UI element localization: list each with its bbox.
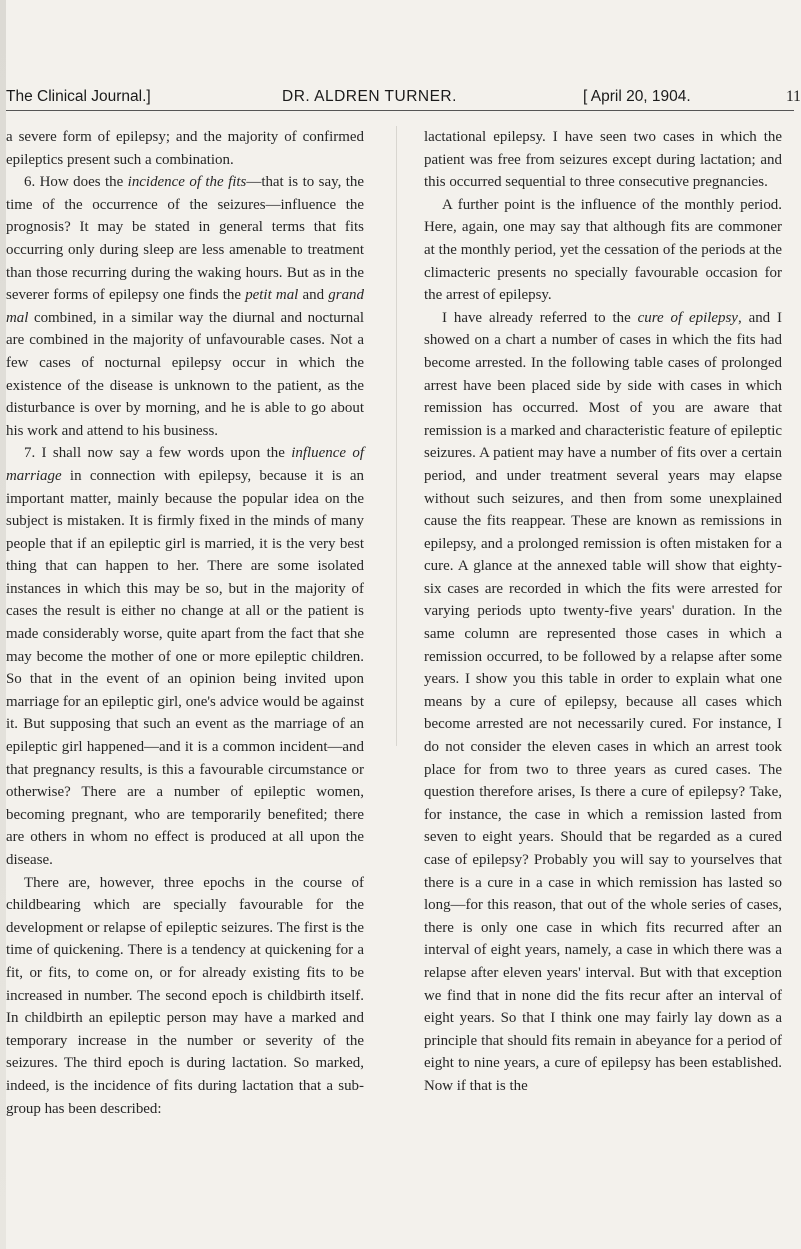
header-rule	[6, 110, 794, 111]
page-number: 11	[786, 88, 801, 105]
running-header	[0, 88, 801, 110]
left-column	[6, 126, 364, 1120]
column-divider	[396, 126, 397, 746]
journal-title: The Clinical Journal.]	[6, 88, 151, 105]
paragraph: I have already referred to the cure of epilepsy, and I showed on a chart a number of cases in which the fits had become arrested. In the following table cases of prolonged arrest have been placed side by side with cases in which remission has occurred. Most of you are aware that remission is a marked and characteristic feature of epileptic seizures. A patient may have a number of fits over a certain period, and under treatment several years may elapse without such seizures, and then from some unexplained cause the fits reappear. These are known as remissions in epilepsy, and a prolonged remission is often mistaken for a cure. A glance at the annexed table will show that eighty-six cases are recorded in which the fits were arrested for varying periods upto twenty-five years' duration. In the same column are represented those cases in which a remission occurred, to be followed by a relapse after some years. I show you this table in order to explain what one means by a cure of epilepsy, because all cases which become arrested are not necessarily cured. For instance, I do not consider the eleven cases in which an arrest took place for from two to three years as cured cases. The question therefore arises, Is there a cure of epilepsy? Take, for instance, the case in which a remission lasted from seven to eight years. Should that be regarded as a cured case of epilepsy? Probably you will say to yourselves that there is a cure in a case in which remission has lasted so long—for this reason, that out of the whole series of cases, there is only one case in which fits recurred after an interval of eight years, namely, a case in which there was a relapse after eleven years' interval. But with that exception we find that in none did the fits recur after an interval of eight years. So that I think one may fairly lay down as a principle that should fits remain in abeyance for a period of eight to nine years, a cure of epilepsy has been established. Now if that is the	[424, 309, 783, 1094]
right-column	[424, 126, 782, 1098]
paragraph: lactational epilepsy. I have seen two cases in which the patient was free from seizures except during lactation; and this occurred sequential to three consecutive pregnancies.	[424, 129, 782, 191]
paragraph: 6. How does the incidence of the fits—that is to say, the time of the occurrence of the seizures—influence the prognosis? It may be stated in general terms that fits occurring only during sleep are less amenable to treatment than those recurring during the waking hours. But as in the severer forms of epilepsy one finds the petit mal and grand mal combined, in a similar way the diurnal and nocturnal are combined in the majority of unfavourable cases. Not a few cases of nocturnal epilepsy occur in which the existence of the disease is unknown to the patient, as the disturbance is over by morning, and he is able to go about his work and attend to his business.	[6, 174, 365, 439]
paragraph: A further point is the influence of the monthly period. Here, again, one may say that although fits are commoner at the monthly period, yet the cessation of the periods at the climacteric presents no specially favourable occasion for the arrest of epilepsy.	[424, 196, 782, 304]
paragraph: There are, however, three epochs in the course of childbearing which are specially favourable for the development or relapse of epileptic seizures. The first is the time of quickening. There is a tendency at quickening for a fit, or fits, to come on, or for already existing fits to be increased in number. The second epoch is childbirth itself. In childbirth an epileptic person may have a marked and temporary increase in the number or severity of the seizures. The third epoch is during lactation. So marked, indeed, is the incidence of fits during lactation that a sub-group has been described:	[6, 874, 364, 1117]
issue-date: [ April 20, 1904.	[583, 88, 691, 105]
paragraph: a severe form of epilepsy; and the majority of confirmed epileptics present such a combination.	[6, 129, 364, 168]
article-author: DR. ALDREN TURNER.	[282, 88, 457, 105]
paragraph: 7. I shall now say a few words upon the influence of marriage in connection with epilepsy, because it is an important matter, mainly because the popular idea on the subject is mistaken. It is firmly fixed in the minds of many people that if an epileptic girl is married, it is the very best thing that can happen to her. There are some isolated instances in which this may be so, but in the majority of cases the result is either no change at all or the patient is made considerably worse, quite apart from the fact that she may become the mother of one or more epileptic children. So that in the event of an opinion being invited upon marriage for an epileptic girl, one's advice would be against it. But supposing that such an event as the marriage of an epileptic girl happened—and it is a common incident—and that pregnancy results, is this a favourable circumstance or otherwise? There are a number of epileptic women, becoming pregnant, who are temporarily benefited; there are others in whom no effect is produced at all upon the disease.	[6, 445, 364, 868]
